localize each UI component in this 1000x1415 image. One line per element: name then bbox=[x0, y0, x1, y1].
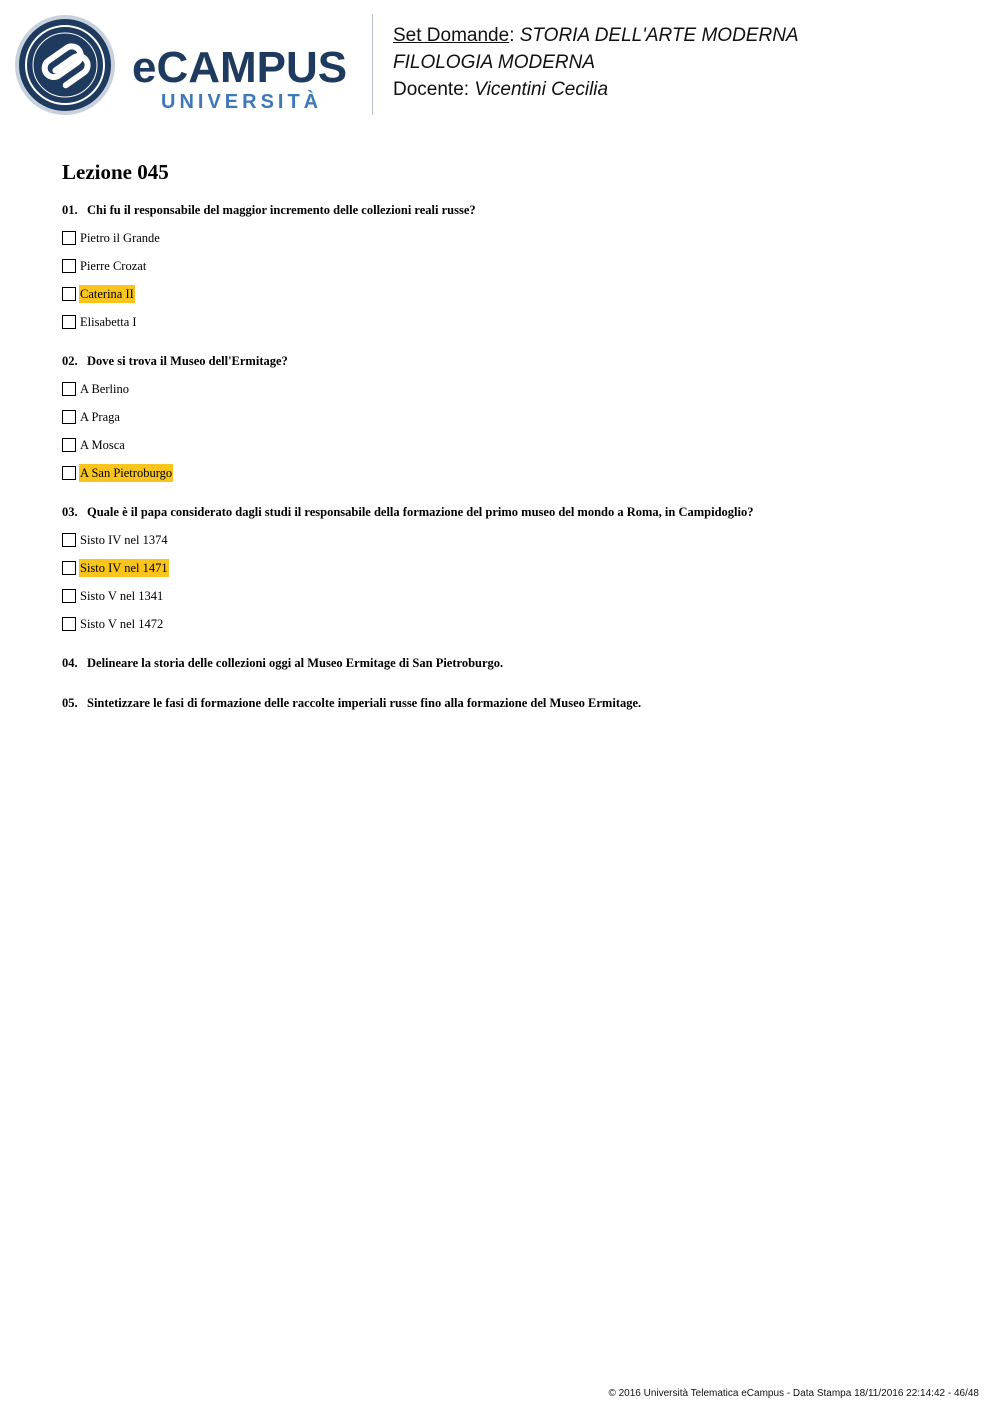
lesson-title: Lezione 045 bbox=[62, 160, 169, 184]
checkbox[interactable] bbox=[62, 561, 76, 575]
header-line-course: Set Domande: STORIA DELL'ARTE MODERNA bbox=[393, 25, 799, 46]
question-03 bbox=[62, 505, 753, 520]
question-04 bbox=[62, 656, 503, 671]
question-number: 05. bbox=[62, 696, 78, 710]
answer-option[interactable] bbox=[62, 615, 164, 633]
question-number: 02. bbox=[62, 354, 78, 368]
option-text-highlighted: A San Pietroburgo bbox=[80, 466, 173, 480]
question-number: 04. bbox=[62, 656, 78, 670]
page-footer: © 2016 Università Telematica eCampus - Data Stampa 18/11/2016 22:14:42 - 46/48 bbox=[608, 1388, 979, 1399]
question-number: 01. bbox=[62, 203, 78, 217]
header-line-docente bbox=[393, 76, 799, 103]
checkbox[interactable] bbox=[62, 410, 76, 424]
option-text: Sisto V nel 1472 bbox=[80, 617, 164, 631]
question-01 bbox=[62, 203, 476, 218]
question-02 bbox=[62, 354, 288, 369]
header-divider bbox=[372, 14, 373, 115]
option-text: A Mosca bbox=[80, 438, 125, 452]
docente-name: Vicentini Cecilia bbox=[474, 79, 609, 100]
answer-option[interactable] bbox=[62, 531, 169, 549]
answer-option-correct[interactable] bbox=[62, 559, 169, 577]
checkbox[interactable] bbox=[62, 315, 76, 329]
question-text: Dove si trova il Museo dell'Ermitage? bbox=[87, 354, 288, 368]
document-header bbox=[393, 22, 799, 103]
option-text-highlighted: Caterina II bbox=[80, 287, 134, 301]
option-text: Pietro il Grande bbox=[80, 231, 160, 245]
option-text: Sisto V nel 1341 bbox=[80, 589, 164, 603]
course-name: STORIA DELL'ARTE MODERNA bbox=[519, 25, 799, 46]
option-text: A Praga bbox=[80, 410, 120, 424]
question-text: Quale è il papa considerato dagli studi il responsabile della formazione del primo museo del mondo a Roma, in Campidoglio? bbox=[87, 505, 754, 519]
answer-option[interactable] bbox=[62, 408, 121, 426]
docente-label: Docente: bbox=[393, 79, 470, 100]
ecampus-logo bbox=[14, 14, 359, 118]
checkbox[interactable] bbox=[62, 382, 76, 396]
checkbox[interactable] bbox=[62, 231, 76, 245]
option-text: A Berlino bbox=[80, 382, 129, 396]
answer-option[interactable] bbox=[62, 380, 130, 398]
checkbox[interactable] bbox=[62, 466, 76, 480]
answer-option[interactable] bbox=[62, 313, 138, 331]
answer-option[interactable] bbox=[62, 436, 126, 454]
checkbox[interactable] bbox=[62, 617, 76, 631]
answer-option[interactable] bbox=[62, 257, 147, 275]
option-text: Pierre Crozat bbox=[80, 259, 147, 273]
set-label: Set Domande bbox=[393, 25, 510, 46]
checkbox[interactable] bbox=[62, 589, 76, 603]
answer-option-correct[interactable] bbox=[62, 464, 173, 482]
answer-option[interactable] bbox=[62, 229, 161, 247]
option-text: Sisto IV nel 1374 bbox=[80, 533, 168, 547]
logo-emblem-icon bbox=[15, 15, 115, 115]
checkbox[interactable] bbox=[62, 287, 76, 301]
answer-option-correct[interactable] bbox=[62, 285, 135, 303]
option-text: Elisabetta I bbox=[80, 315, 137, 329]
degree-name: FILOLOGIA MODERNA bbox=[393, 52, 595, 73]
checkbox[interactable] bbox=[62, 438, 76, 452]
option-text-highlighted: Sisto IV nel 1471 bbox=[80, 561, 168, 575]
logo-wordmark: eCAMPUS bbox=[132, 43, 348, 92]
question-number: 03. bbox=[62, 505, 78, 519]
checkbox[interactable] bbox=[62, 533, 76, 547]
answer-option[interactable] bbox=[62, 587, 164, 605]
logo-subtitle: UNIVERSITÀ bbox=[161, 91, 323, 113]
question-text: Sintetizzare le fasi di formazione delle raccolte imperiali russe fino alla formazione del Museo Ermitage. bbox=[87, 696, 642, 710]
question-text: Delineare la storia delle collezioni oggi al Museo Ermitage di San Pietroburgo. bbox=[87, 656, 504, 670]
question-05 bbox=[62, 696, 641, 711]
question-text: Chi fu il responsabile del maggior incremento delle collezioni reali russe? bbox=[87, 203, 476, 217]
checkbox[interactable] bbox=[62, 259, 76, 273]
